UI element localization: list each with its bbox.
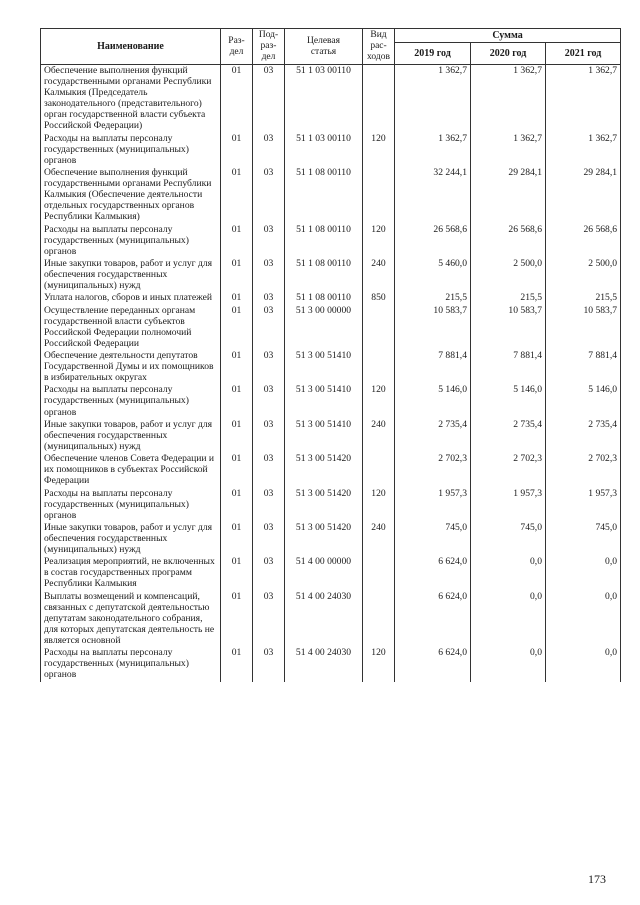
row-podrazdel: 03	[253, 522, 285, 556]
row-sum-2019: 6 624,0	[395, 556, 471, 590]
row-podrazdel: 03	[253, 167, 285, 224]
budget-table-page	[40, 28, 620, 682]
table-row	[41, 419, 621, 453]
row-celevaya-statya: 51 1 08 00110	[285, 167, 363, 224]
row-podrazdel: 03	[253, 258, 285, 292]
table-row	[41, 305, 621, 350]
row-celevaya-statya: 51 3 00 51410	[285, 384, 363, 418]
row-sum-2020: 1 362,7	[471, 65, 546, 133]
row-sum-2020: 29 284,1	[471, 167, 546, 224]
row-vid-rashodov	[363, 65, 395, 133]
row-podrazdel: 03	[253, 453, 285, 487]
row-vid-rashodov	[363, 350, 395, 384]
row-sum-2021: 0,0	[546, 591, 621, 648]
row-celevaya-statya: 51 1 08 00110	[285, 258, 363, 292]
row-vid-rashodov	[363, 591, 395, 648]
row-razdel: 01	[221, 133, 253, 167]
row-razdel: 01	[221, 647, 253, 681]
row-name: Расходы на выплаты персоналу государственных (муниципальных) органов	[41, 133, 221, 167]
row-name: Реализация мероприятий, не включенных в состав государственных программ Республики Калмыкия	[41, 556, 221, 590]
row-podrazdel: 03	[253, 65, 285, 133]
row-podrazdel: 03	[253, 350, 285, 384]
row-sum-2020: 0,0	[471, 647, 546, 681]
row-vid-rashodov	[363, 167, 395, 224]
row-vid-rashodov	[363, 305, 395, 350]
row-celevaya-statya: 51 4 00 00000	[285, 556, 363, 590]
row-sum-2019: 7 881,4	[395, 350, 471, 384]
row-razdel: 01	[221, 65, 253, 133]
row-vid-rashodov: 240	[363, 522, 395, 556]
row-name: Выплаты возмещений и компенсаций, связанных с депутатской деятельностью депутатам законодательного собрания, для которых депутатская деятельность не является основной	[41, 591, 221, 648]
table-row	[41, 384, 621, 418]
row-name: Обеспечение деятельности депутатов Государственной Думы и их помощников в избирательных округах	[41, 350, 221, 384]
row-name: Уплата налогов, сборов и иных платежей	[41, 292, 221, 304]
row-celevaya-statya: 51 1 08 00110	[285, 292, 363, 304]
row-celevaya-statya: 51 3 00 51420	[285, 488, 363, 522]
table-row	[41, 258, 621, 292]
row-sum-2021: 10 583,7	[546, 305, 621, 350]
row-vid-rashodov: 120	[363, 224, 395, 258]
row-sum-2019: 5 146,0	[395, 384, 471, 418]
row-sum-2019: 745,0	[395, 522, 471, 556]
row-sum-2019: 2 702,3	[395, 453, 471, 487]
row-sum-2020: 26 568,6	[471, 224, 546, 258]
row-sum-2019: 5 460,0	[395, 258, 471, 292]
row-sum-2021: 1 362,7	[546, 133, 621, 167]
row-sum-2021: 0,0	[546, 556, 621, 590]
header-razdel: Раз- дел	[221, 29, 253, 65]
row-vid-rashodov: 120	[363, 488, 395, 522]
row-razdel: 01	[221, 292, 253, 304]
header-podrazdel: Под- раз- дел	[253, 29, 285, 65]
row-sum-2020: 215,5	[471, 292, 546, 304]
row-sum-2020: 2 500,0	[471, 258, 546, 292]
row-celevaya-statya: 51 4 00 24030	[285, 647, 363, 681]
row-vid-rashodov: 120	[363, 647, 395, 681]
row-sum-2020: 2 735,4	[471, 419, 546, 453]
row-razdel: 01	[221, 591, 253, 648]
row-sum-2021: 1 362,7	[546, 65, 621, 133]
row-sum-2020: 7 881,4	[471, 350, 546, 384]
row-name: Расходы на выплаты персоналу государственных (муниципальных) органов	[41, 224, 221, 258]
row-sum-2021: 7 881,4	[546, 350, 621, 384]
row-sum-2019: 26 568,6	[395, 224, 471, 258]
row-sum-2019: 32 244,1	[395, 167, 471, 224]
table-row	[41, 453, 621, 487]
row-razdel: 01	[221, 384, 253, 418]
row-podrazdel: 03	[253, 591, 285, 648]
table-row	[41, 65, 621, 133]
row-celevaya-statya: 51 3 00 51410	[285, 350, 363, 384]
row-sum-2021: 1 957,3	[546, 488, 621, 522]
row-vid-rashodov: 850	[363, 292, 395, 304]
row-sum-2021: 215,5	[546, 292, 621, 304]
row-name: Расходы на выплаты персоналу государственных (муниципальных) органов	[41, 647, 221, 681]
row-razdel: 01	[221, 350, 253, 384]
row-podrazdel: 03	[253, 647, 285, 681]
row-sum-2021: 2 735,4	[546, 419, 621, 453]
row-sum-2021: 745,0	[546, 522, 621, 556]
row-name: Иные закупки товаров, работ и услуг для обеспечения государственных (муниципальных) нужд	[41, 258, 221, 292]
budget-table	[40, 28, 621, 682]
row-razdel: 01	[221, 522, 253, 556]
row-sum-2019: 6 624,0	[395, 591, 471, 648]
table-row	[41, 292, 621, 304]
row-sum-2019: 215,5	[395, 292, 471, 304]
row-razdel: 01	[221, 488, 253, 522]
header-2021: 2021 год	[546, 43, 621, 65]
table-row	[41, 224, 621, 258]
table-row	[41, 488, 621, 522]
row-sum-2019: 1 362,7	[395, 133, 471, 167]
row-podrazdel: 03	[253, 133, 285, 167]
row-sum-2020: 0,0	[471, 556, 546, 590]
row-vid-rashodov	[363, 453, 395, 487]
row-vid-rashodov: 120	[363, 384, 395, 418]
row-razdel: 01	[221, 167, 253, 224]
row-celevaya-statya: 51 3 00 51420	[285, 453, 363, 487]
table-body	[41, 65, 621, 682]
row-razdel: 01	[221, 305, 253, 350]
row-podrazdel: 03	[253, 556, 285, 590]
row-celevaya-statya: 51 3 00 51420	[285, 522, 363, 556]
table-row	[41, 522, 621, 556]
header-2019: 2019 год	[395, 43, 471, 65]
row-razdel: 01	[221, 258, 253, 292]
header-2020: 2020 год	[471, 43, 546, 65]
header-celevaya-statya: Целевая статья	[285, 29, 363, 65]
table-row	[41, 350, 621, 384]
row-sum-2021: 2 702,3	[546, 453, 621, 487]
row-name: Обеспечение членов Совета Федерации и их помощников в субъектах Российской Федерации	[41, 453, 221, 487]
table-row	[41, 167, 621, 224]
row-razdel: 01	[221, 419, 253, 453]
row-sum-2019: 10 583,7	[395, 305, 471, 350]
row-name: Осуществление переданных органам государственной власти субъектов Российской Федерации полномочий Российской Федерации	[41, 305, 221, 350]
row-name: Иные закупки товаров, работ и услуг для обеспечения государственных (муниципальных) нужд	[41, 419, 221, 453]
row-name: Обеспечение выполнения функций государственными органами Республики Калмыкия (Обеспечение деятельности отдельных государственных органов Республики Калмыкия)	[41, 167, 221, 224]
row-podrazdel: 03	[253, 488, 285, 522]
row-sum-2021: 26 568,6	[546, 224, 621, 258]
table-row	[41, 647, 621, 681]
row-sum-2021: 29 284,1	[546, 167, 621, 224]
header-summa: Сумма	[395, 29, 621, 43]
row-razdel: 01	[221, 556, 253, 590]
row-sum-2020: 0,0	[471, 591, 546, 648]
row-vid-rashodov: 120	[363, 133, 395, 167]
row-sum-2020: 10 583,7	[471, 305, 546, 350]
row-sum-2019: 2 735,4	[395, 419, 471, 453]
row-name: Иные закупки товаров, работ и услуг для обеспечения государственных (муниципальных) нужд	[41, 522, 221, 556]
row-vid-rashodov: 240	[363, 419, 395, 453]
row-razdel: 01	[221, 224, 253, 258]
row-podrazdel: 03	[253, 419, 285, 453]
row-celevaya-statya: 51 1 03 00110	[285, 133, 363, 167]
row-name: Расходы на выплаты персоналу государственных (муниципальных) органов	[41, 488, 221, 522]
header-vid-rashodov: Вид рас- ходов	[363, 29, 395, 65]
row-sum-2020: 1 362,7	[471, 133, 546, 167]
row-sum-2020: 2 702,3	[471, 453, 546, 487]
row-sum-2020: 745,0	[471, 522, 546, 556]
row-podrazdel: 03	[253, 305, 285, 350]
row-podrazdel: 03	[253, 224, 285, 258]
row-celevaya-statya: 51 3 00 00000	[285, 305, 363, 350]
row-razdel: 01	[221, 453, 253, 487]
row-sum-2020: 1 957,3	[471, 488, 546, 522]
row-name: Расходы на выплаты персоналу государственных (муниципальных) органов	[41, 384, 221, 418]
row-sum-2021: 2 500,0	[546, 258, 621, 292]
row-sum-2019: 1 362,7	[395, 65, 471, 133]
row-name: Обеспечение выполнения функций государственными органами Республики Калмыкия (Председатель законодательного (представительного) орган государственной власти субъекта Российской Федерации)	[41, 65, 221, 133]
row-celevaya-statya: 51 1 08 00110	[285, 224, 363, 258]
row-sum-2019: 6 624,0	[395, 647, 471, 681]
header-name: Наименование	[41, 29, 221, 65]
row-sum-2021: 5 146,0	[546, 384, 621, 418]
row-vid-rashodov: 240	[363, 258, 395, 292]
row-celevaya-statya: 51 3 00 51410	[285, 419, 363, 453]
row-sum-2019: 1 957,3	[395, 488, 471, 522]
table-row	[41, 133, 621, 167]
row-sum-2021: 0,0	[546, 647, 621, 681]
row-vid-rashodov	[363, 556, 395, 590]
row-celevaya-statya: 51 1 03 00110	[285, 65, 363, 133]
page-number: 173	[588, 872, 606, 886]
row-podrazdel: 03	[253, 384, 285, 418]
table-row	[41, 591, 621, 648]
row-celevaya-statya: 51 4 00 24030	[285, 591, 363, 648]
row-podrazdel: 03	[253, 292, 285, 304]
row-sum-2020: 5 146,0	[471, 384, 546, 418]
table-row	[41, 556, 621, 590]
table-header	[41, 29, 621, 65]
